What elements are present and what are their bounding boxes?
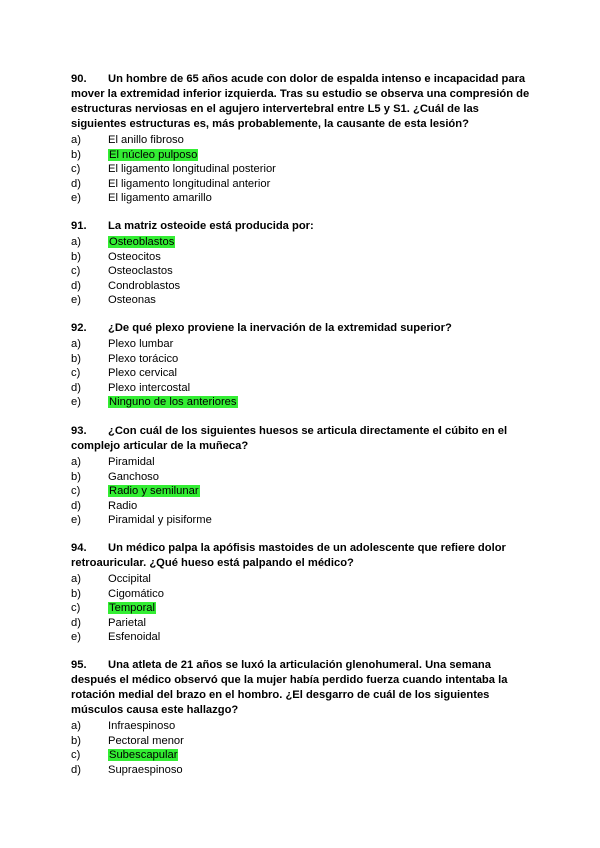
correct-answer-highlight: Osteoblastos [109,236,175,248]
option-b: b) Ganchoso [71,470,159,483]
question-number: 90. [71,73,87,85]
option-a: a) Osteoblastos [71,236,175,248]
option-b: b) Osteocitos [71,250,161,263]
option-d: d) El ligamento longitudinal anterior [71,177,271,190]
option-e: e) Ninguno de los anteriores [71,396,237,409]
option-d: d) Supraespinoso [71,763,183,776]
question-text: Un médico palpa la apófisis mastoides de un adolescente que refiere dolor retroauricular. ¿Qué hueso está palpando el médico? [71,542,506,569]
question-number: 93. [71,425,87,437]
question-stem [71,424,531,454]
question-text: Un hombre de 65 años acude con dolor de espalda intenso e incapacidad para mover la extremidad inferior izquierda. Tras su estudio se observa una compresión de estructuras nerviosas en el agujero intervertebral entre L5 y S1. ¿Cuál de las siguientes estructuras es, más probablemente, la causante de esta lesión? [71,73,530,130]
question-93 [71,424,531,528]
option-c: c) Radio y semilunar [71,485,199,498]
option-b: b) El núcleo pulposo [71,148,198,161]
option-a: a) El anillo fibroso [71,134,184,146]
question-text: Una atleta de 21 años se luxó la articulación glenohumeral. Una semana después el médico observó que la mujer había perdido fuerza cuando intentaba la rotación medial del brazo en el hombro. ¿El desgarro de cuál de los siguientes músculos causa este hallazgo? [71,659,508,716]
correct-answer-highlight: Temporal [109,602,156,615]
option-b: b) Cigomático [71,587,164,600]
option-c: c) El ligamento longitudinal posterior [71,163,276,176]
question-91 [71,219,531,308]
option-a: a) Piramidal [71,456,155,468]
option-d: d) Radio [71,499,138,512]
option-e: e) Esfenoidal [71,631,161,644]
option-d: d) Condroblastos [71,279,181,292]
option-b: b) Plexo torácico [71,352,179,365]
question-95 [71,658,531,777]
question-stem [71,321,531,336]
question-stem [71,541,531,571]
option-c: c) Subescapular [71,749,178,762]
option-d: d) Plexo intercostal [71,381,191,394]
question-90 [71,72,531,206]
question-stem [71,658,531,718]
question-stem [71,72,531,132]
option-a: a) Plexo lumbar [71,338,174,350]
option-a: a) Infraespinoso [71,720,176,732]
correct-answer-highlight: Radio y semilunar [109,485,199,498]
correct-answer-highlight: El núcleo pulposo [109,148,198,161]
correct-answer-highlight: Subescapular [109,749,178,762]
option-e: e) El ligamento amarillo [71,192,212,205]
option-c: c) Plexo cervical [71,367,178,380]
question-number: 91. [71,220,87,232]
question-92 [71,321,531,410]
question-number: 92. [71,322,87,334]
question-text: La matriz osteoide está producida por: [108,220,314,232]
option-b: b) Pectoral menor [71,734,184,747]
question-number: 94. [71,542,87,554]
option-e: e) Piramidal y pisiforme [71,514,212,527]
option-a: a) Occipital [71,573,151,585]
question-number: 95. [71,659,87,671]
question-text: ¿Con cuál de los siguientes huesos se articula directamente el cúbito en el complejo articular de la muñeca? [71,425,508,452]
question-text: ¿De qué plexo proviene la inervación de la extremidad superior? [108,322,452,334]
option-d: d) Parietal [71,616,146,629]
option-e: e) Osteonas [71,294,156,307]
correct-answer-highlight: Ninguno de los anteriores [109,396,237,409]
option-c: c) Osteoclastos [71,265,173,278]
question-stem [71,219,531,234]
option-c: c) Temporal [71,602,156,615]
question-94 [71,541,531,645]
